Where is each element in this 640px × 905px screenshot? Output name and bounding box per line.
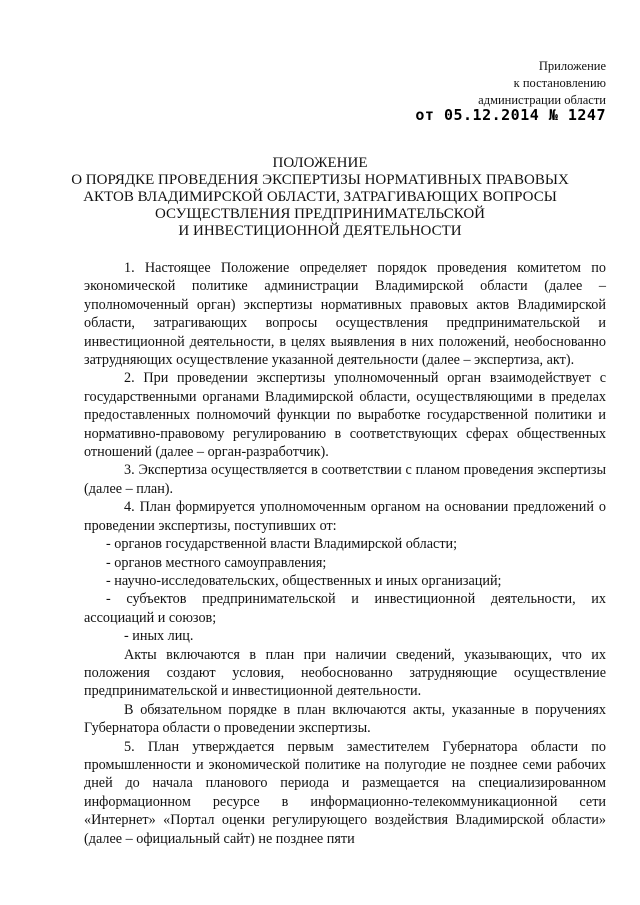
- appendix-line: Приложение: [538, 59, 606, 73]
- title-line: АКТОВ ВЛАДИМИРСКОЙ ОБЛАСТИ, ЗАТРАГИВАЮЩИХ ВОПРОСЫ: [83, 189, 557, 205]
- paragraph-6: В обязательном порядке в план включаются акты, указанные в поручениях Губернатора области о проведении экспертизы.: [84, 701, 606, 737]
- paragraph-5: Акты включаются в план при наличии сведений, указывающих, что их положения создают условия, необоснованно затрудняющие осуществление предпринимательской и инвестиционной деятельности.: [84, 646, 606, 700]
- list-item: - иных лиц.: [124, 628, 194, 645]
- list-item: - органов государственной власти Владимирской области;: [106, 536, 458, 553]
- list-item: - органов местного самоуправления;: [106, 554, 327, 571]
- title-line: О ПОРЯДКЕ ПРОВЕДЕНИЯ ЭКСПЕРТИЗЫ НОРМАТИВНЫХ ПРАВОВЫХ: [71, 172, 569, 188]
- title-line: ПОЛОЖЕНИЕ: [272, 155, 368, 171]
- appendix-line: администрации области: [478, 93, 606, 107]
- paragraph-4: 4. План формируется уполномоченным органом на основании предложений о проведении экспертизы, поступивших от:: [84, 499, 606, 534]
- paragraph-3: 3. Экспертиза осуществляется в соответствии с планом проведения экспертизы (далее – план).: [84, 462, 606, 497]
- list-item: - субъектов предпринимательской и инвестиционной деятельности, их ассоциаций и союзов;: [84, 591, 606, 626]
- paragraph-1: 1. Настоящее Положение определяет порядок проведения комитетом по экономической политике администрации Владимирской области (далее – уполномоченный орган) экспертизы нормативных правовых актов Владимирской области, затрагивающих вопросы осуществления предпринимательской и инвестиционной деятельности, в целях выявления в них положений, необоснованно затрудняющих осуществление указанной деятельности (далее – экспертиза, акт).: [84, 260, 606, 369]
- appendix-header: [478, 58, 606, 109]
- appendix-line: к постановлению: [513, 76, 606, 90]
- title-line: ОСУЩЕСТВЛЕНИЯ ПРЕДПРИНИМАТЕЛЬСКОЙ: [154, 206, 486, 222]
- title-line: И ИНВЕСТИЦИОННОЙ ДЕЯТЕЛЬНОСТИ: [178, 223, 462, 239]
- date-number-stamp: от 05.12.2014 № 1247: [415, 106, 606, 124]
- list-item: - научно-исследовательских, общественных и иных организаций;: [106, 572, 502, 589]
- document-body: [84, 259, 606, 848]
- paragraph-2: 2. При проведении экспертизы уполномоченный орган взаимодействует с государственными органами Владимирской области, осуществляющими в пределах предоставленных полномочий функции по выработке государственной политики и нормативно-правовому регулированию в соответствующих сферах общественных отношений (далее – орган-разработчик).: [84, 370, 606, 461]
- document-title: [60, 155, 580, 240]
- paragraph-7: 5. План утверждается первым заместителем Губернатора области по промышленности и экономической политике на полугодие не позднее семи рабочих дней до начала планового периода и размещается на специализированном информационном ресурсе в информационно-телекоммуникационной сети «Интернет» «Портал оценки регулирующего воздействия Владимирской области» (далее – официальный сайт) не позднее пяти: [84, 738, 606, 847]
